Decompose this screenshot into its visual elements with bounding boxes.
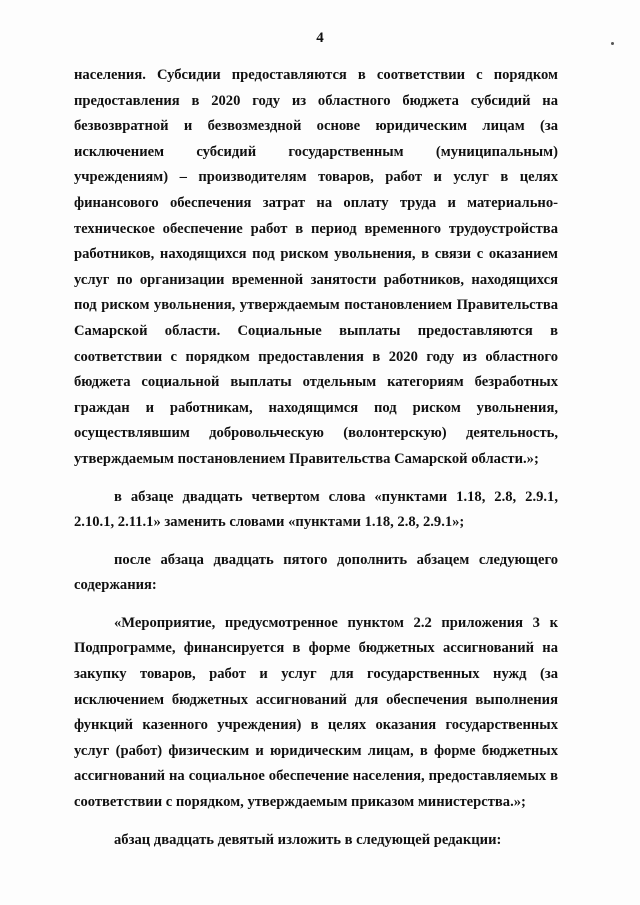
paragraph-amendment-24: в абзаце двадцать четвертом слова «пунктами 1.18, 2.8, 2.9.1, 2.10.1, 2.11.1» заменить словами «пунктами 1.18, 2.8, 2.9.1»; — [74, 488, 558, 531]
scan-speck — [611, 42, 614, 45]
paragraph-gap — [74, 536, 558, 548]
paragraph-gap — [74, 816, 558, 828]
paragraph-continuation: населения. Субсидии предоставляются в соответствии с порядком предоставления в 2020 году из областного бюджета субсидий на безвозвратной и безвозмездной основе юридическим лицам (за исключением субсидий государственным (муниципальным) учреждениям) – производителям товаров, работ и услуг в целях финансового обеспечения затрат на оплату труда и материально-техническое обеспечение работ в период временного трудоустройства работников, находящихся под риском увольнения, в связи с оказанием услуг по организации временной занятости работников, находящихся под риском увольнения, утверждаемым постановлением Правительства Самарской области. Социальные выплаты предоставляются в соответствии с порядком предоставления в 2020 году из областного бюджета социальной выплаты отдельным категориям безработных граждан и работникам, находящимся под риском увольнения, осуществлявшим добровольческую (волонтерскую) деятельность, утверждаемым постановлением Правительства Самарской области.»; — [74, 67, 558, 467]
paragraph-gap — [74, 473, 558, 485]
paragraph-amendment-29: абзац двадцать девятый изложить в следующей редакции: — [114, 831, 502, 848]
paragraph-gap — [74, 599, 558, 611]
document-body — [74, 63, 558, 853]
paragraph-new-content: «Мероприятие, предусмотренное пунктом 2.2 приложения 3 к Подпрограмме, финансируется в форме бюджетных ассигнований на закупку товаров, работ и услуг для государственных нужд (за исключением бюджетных ассигнований для обеспечения выполнения функций казенного учреждения) в целях оказания государственных услуг (работ) физическим и юридическим лицам, в форме бюджетных ассигнований на социальное обеспечение населения, предоставляемых в соответствии с порядком, утверждаемым приказом министерства.»; — [74, 614, 558, 811]
page-number: 4 — [316, 30, 324, 46]
paragraph-amendment-25: после абзаца двадцать пятого дополнить абзацем следующего содержания: — [74, 551, 558, 594]
